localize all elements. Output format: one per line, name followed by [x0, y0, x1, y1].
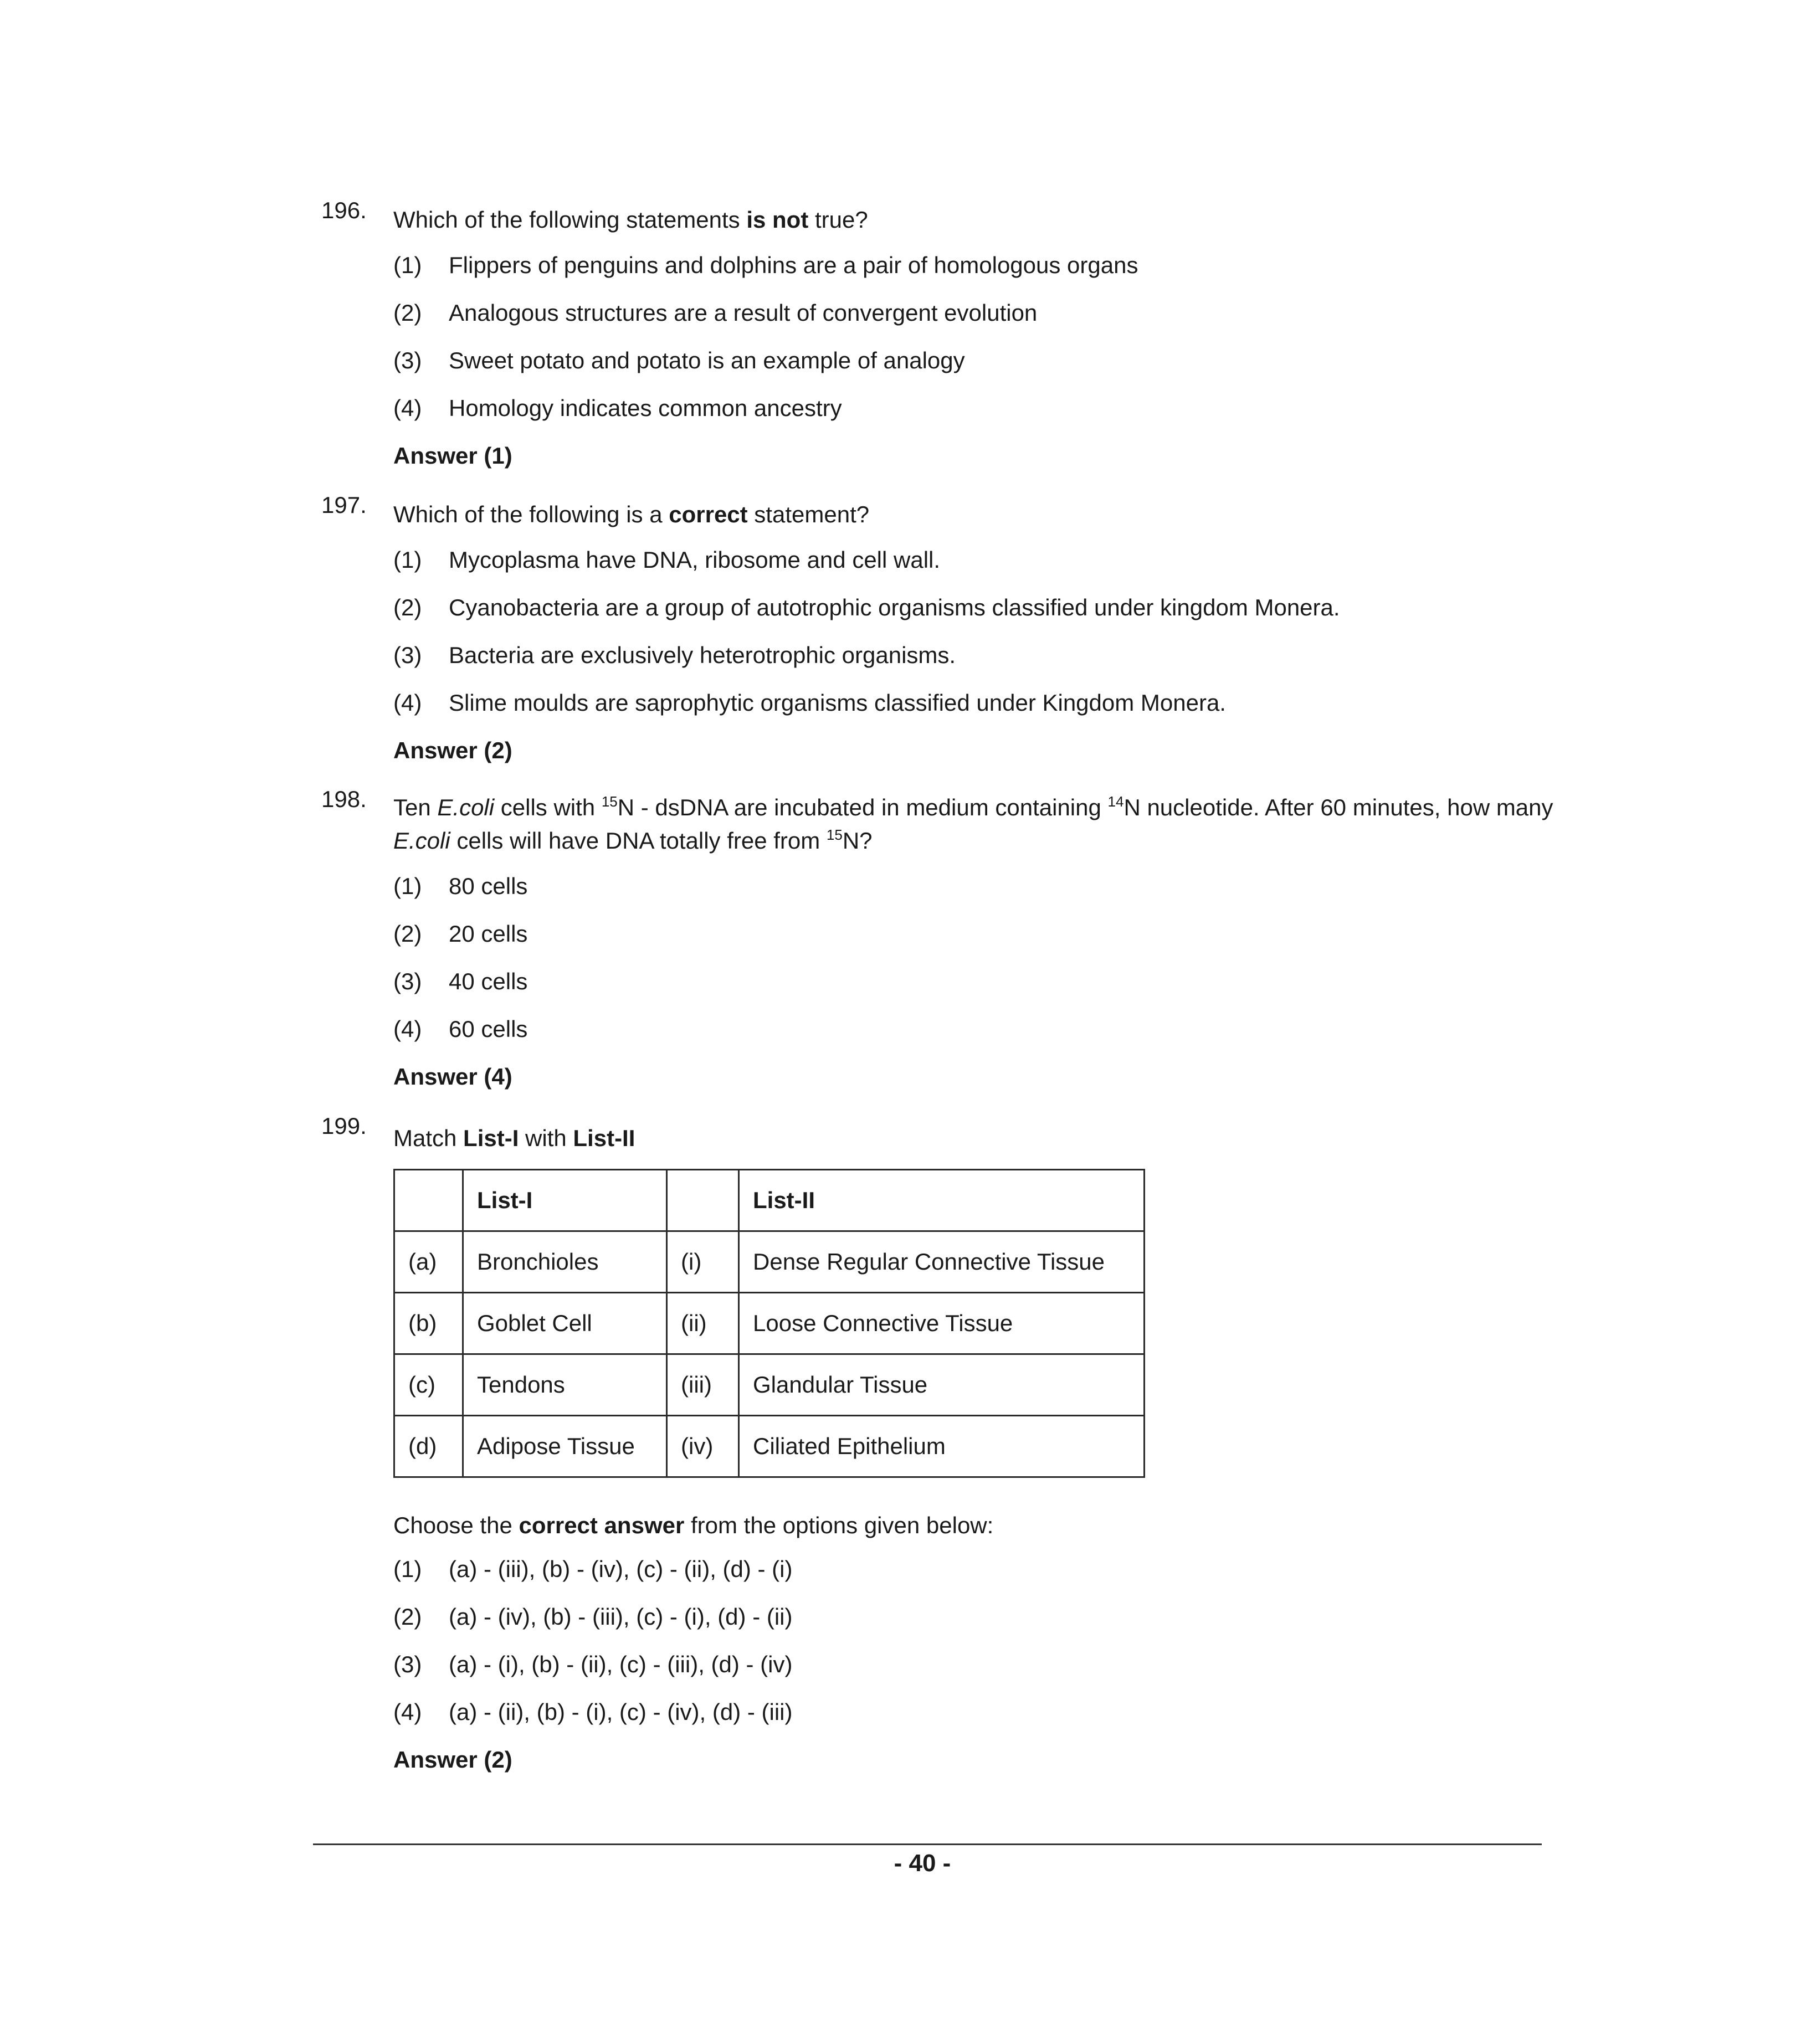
option: (1) (a) - (iii), (b) - (iv), (c) - (ii), (d) - (i) — [393, 1556, 793, 1582]
table-cell — [667, 1170, 739, 1231]
table-header-row — [394, 1170, 1145, 1231]
match-table — [393, 1169, 1145, 1478]
option: (4) 60 cells — [393, 1016, 528, 1042]
table-cell: (a) — [394, 1231, 463, 1293]
table-cell: (iv) — [667, 1416, 739, 1477]
table-row — [394, 1293, 1145, 1354]
table-cell: Glandular Tissue — [739, 1354, 1145, 1416]
answer: Answer (4) — [393, 1064, 512, 1090]
option: (4) Homology indicates common ancestry — [393, 395, 842, 421]
page-number: - 40 - — [894, 1850, 951, 1877]
question-text: Which of the following is a correct statement? — [393, 501, 870, 527]
question-number: 196. — [321, 197, 367, 223]
table-header-list-ii: List-II — [739, 1170, 1145, 1231]
option: (1) Flippers of penguins and dolphins are a pair of homologous organs — [393, 252, 1138, 278]
table-header-list-i: List-I — [463, 1170, 667, 1231]
option: (2) 20 cells — [393, 921, 528, 947]
option: (2) (a) - (iv), (b) - (iii), (c) - (i), (d) - (ii) — [393, 1604, 793, 1630]
option: (3) Sweet potato and potato is an example of analogy — [393, 347, 965, 373]
question-number: 199. — [321, 1113, 367, 1139]
choose-instruction: Choose the correct answer from the options given below: — [393, 1512, 994, 1538]
question-number: 197. — [321, 492, 367, 518]
table-cell: Tendons — [463, 1354, 667, 1416]
question-number: 198. — [321, 786, 367, 812]
table-cell: Loose Connective Tissue — [739, 1293, 1145, 1354]
option: (1) Mycoplasma have DNA, ribosome and cell wall. — [393, 547, 941, 573]
table-cell — [394, 1170, 463, 1231]
option: (4) (a) - (ii), (b) - (i), (c) - (iv), (d) - (iii) — [393, 1699, 793, 1725]
answer: Answer (2) — [393, 1747, 512, 1773]
question-text: Match List-I with List-II — [393, 1125, 635, 1151]
table-row — [394, 1416, 1145, 1477]
option: (2) Analogous structures are a result of convergent evolution — [393, 300, 1038, 326]
footer-divider — [313, 1843, 1542, 1845]
table-cell: Bronchioles — [463, 1231, 667, 1293]
table-row — [394, 1354, 1145, 1416]
answer: Answer (1) — [393, 443, 512, 469]
option: (2) Cyanobacteria are a group of autotrophic organisms classified under kingdom Monera. — [393, 594, 1340, 620]
option: (3) 40 cells — [393, 968, 528, 994]
table-cell: Goblet Cell — [463, 1293, 667, 1354]
option: (3) (a) - (i), (b) - (ii), (c) - (iii), (d) - (iv) — [393, 1651, 793, 1677]
answer: Answer (2) — [393, 737, 512, 763]
question-text: Which of the following statements is not true? — [393, 207, 868, 233]
table-cell: (ii) — [667, 1293, 739, 1354]
table-cell: Dense Regular Connective Tissue — [739, 1231, 1145, 1293]
table-cell: (d) — [394, 1416, 463, 1477]
table-cell: Ciliated Epithelium — [739, 1416, 1145, 1477]
option: (4) Slime moulds are saprophytic organisms classified under Kingdom Monera. — [393, 690, 1226, 716]
question-text: Ten E.coli cells with $^{15}$N - dsDNA are incubated in medium containing $^{14}$N nucleotide. After 60 minutes, how many E.coli cells will have DNA totally free from $^{15}$N? — [393, 793, 1553, 854]
table-row — [394, 1231, 1145, 1293]
option: (3) Bacteria are exclusively heterotrophic organisms. — [393, 642, 956, 668]
option: (1) 80 cells — [393, 873, 528, 899]
table-cell: Adipose Tissue — [463, 1416, 667, 1477]
table-cell: (c) — [394, 1354, 463, 1416]
table-cell: (iii) — [667, 1354, 739, 1416]
table-cell: (i) — [667, 1231, 739, 1293]
table-cell: (b) — [394, 1293, 463, 1354]
